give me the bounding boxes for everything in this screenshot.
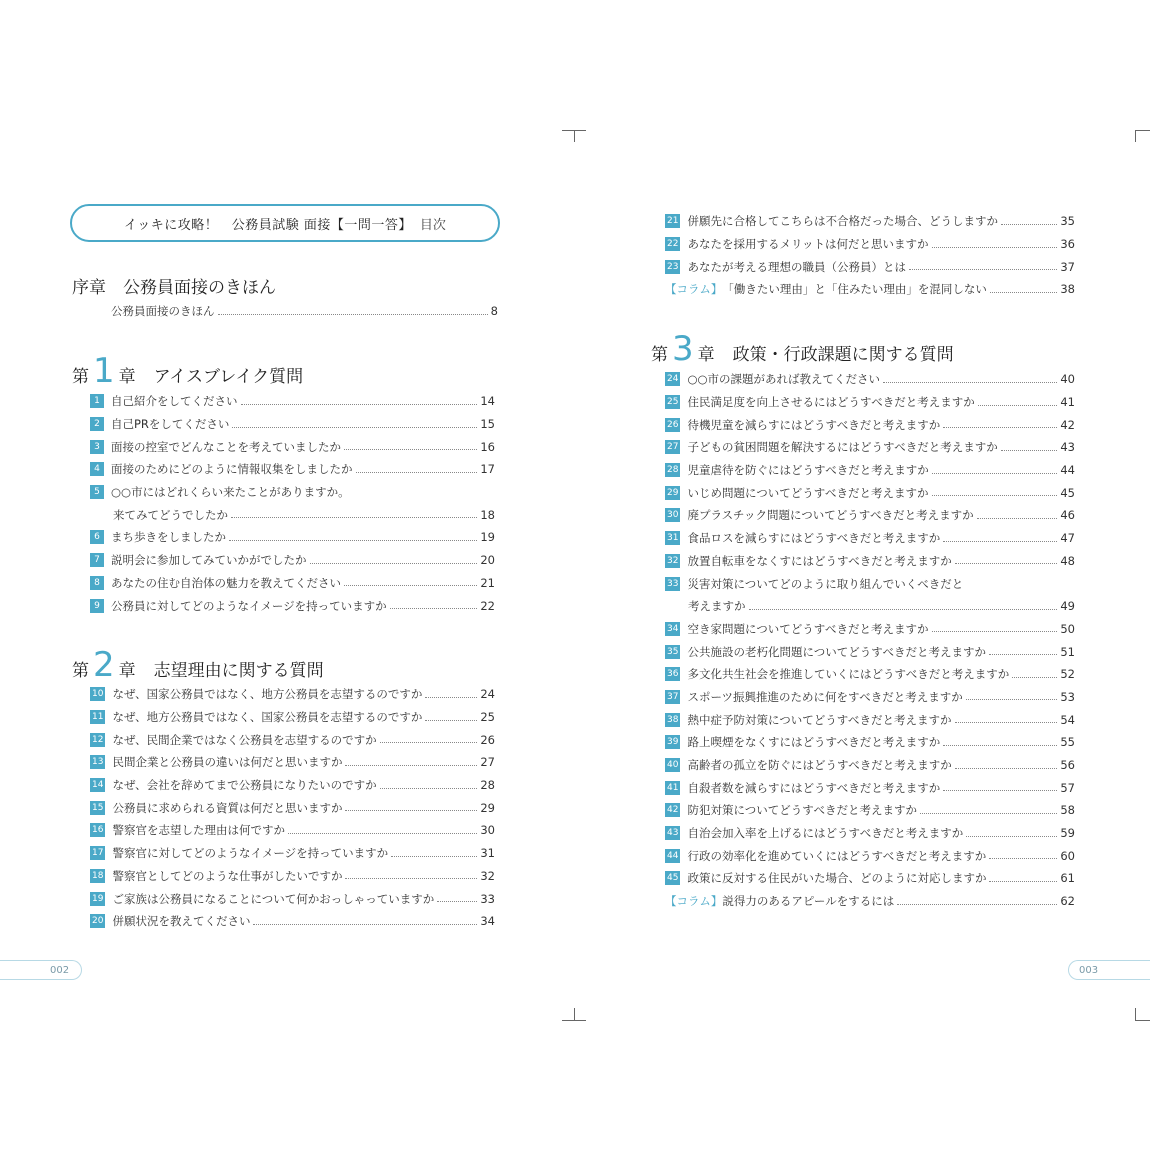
chapter-prefix: 第 [72, 661, 89, 681]
chapter-suffix: 章 [118, 661, 136, 681]
leader-dots [345, 810, 477, 811]
column-entry[interactable] [665, 278, 1075, 301]
entry-page-number: 16 [480, 439, 495, 454]
leader-dots [943, 790, 1057, 791]
question-number-badge: 34 [667, 623, 679, 634]
leader-dots [288, 833, 477, 834]
toc-entry[interactable] [90, 819, 495, 842]
toc-entry[interactable] [90, 751, 495, 774]
toc-entry[interactable] [665, 708, 1075, 731]
leader-dots [390, 608, 478, 609]
entry-page-number: 44 [1060, 463, 1075, 478]
leader-dots [897, 904, 1057, 905]
leader-dots [1001, 224, 1057, 225]
chapter-number: 2 [93, 645, 115, 685]
question-number-badge: 18 [92, 870, 104, 881]
toc-entry[interactable] [665, 255, 1075, 278]
leader-dots [932, 247, 1058, 248]
leader-dots [1012, 677, 1057, 678]
entry-text: 民間企業と公務員の違いは何だと思いますか [112, 755, 343, 770]
entry-text: 説得力のあるアピールをするには [722, 894, 895, 909]
entry-page-number: 32 [480, 868, 495, 883]
leader-dots [425, 697, 477, 698]
leader-dots [232, 427, 477, 428]
page-number [0, 960, 82, 980]
leader-dots [883, 382, 1057, 383]
toc-entry[interactable] [665, 867, 1075, 890]
page-number [1068, 960, 1150, 980]
entry-text: 公務員に求められる資質は何だと思いますか [112, 800, 343, 815]
question-number-badge: 39 [667, 737, 679, 748]
entry-text: 待機児童を減らすにはどうすべきだと考えますか [687, 417, 941, 432]
entry-page-number: 31 [480, 846, 495, 861]
leader-dots [932, 495, 1058, 496]
entry-page-number: 17 [480, 462, 495, 477]
crop-mark [1135, 130, 1136, 142]
entry-text: なぜ、民間企業ではなく公務員を志望するのですか [112, 732, 377, 747]
crop-mark [1135, 1020, 1150, 1021]
entry-page-number: 50 [1060, 621, 1075, 636]
entry-text: 住民満足度を向上させるにはどうすべきだと考えますか [687, 395, 975, 410]
chapter-1-heading [72, 351, 304, 391]
entry-text: 自己紹介をしてください [111, 394, 238, 409]
toc-entry[interactable] [90, 413, 495, 436]
toc-entry[interactable] [665, 233, 1075, 256]
entry-text: 警察官に対してどのようなイメージを持っていますか [112, 846, 389, 861]
leader-dots [391, 856, 477, 857]
entry-text: あなたを採用するメリットは何だと思いますか [687, 237, 929, 252]
question-number-badge: 36 [667, 669, 679, 680]
question-number-badge: 12 [92, 734, 104, 745]
toc-entry[interactable] [665, 595, 1075, 618]
entry-page-number: 62 [1060, 894, 1075, 909]
entry-text: 多文化共生社会を推進していくにはどうすべきだと考えますか [687, 667, 1010, 682]
entry-page-number: 35 [1060, 214, 1075, 229]
leader-dots [955, 768, 1058, 769]
entry-page-number: 43 [1060, 440, 1075, 455]
question-number-badge: 15 [92, 802, 104, 813]
entry-text: スポーツ振興推進のために何をすべきだと考えますか [687, 689, 963, 704]
toc-entry[interactable] [90, 503, 495, 526]
entry-text: ○○市にはどれくらい来たことがありますか。 [111, 485, 350, 500]
entry-page-number: 51 [1060, 644, 1075, 659]
question-number-badge: 23 [667, 261, 679, 272]
entry-text: 高齢者の孤立を防ぐにはどうすべきだと考えますか [687, 758, 952, 773]
chapter-3-heading [651, 329, 954, 369]
toc-entry[interactable] [665, 822, 1075, 845]
entry-page-number: 8 [490, 304, 498, 319]
entry-page-number: 15 [480, 417, 495, 432]
folio-text: 003 [1079, 965, 1099, 976]
leader-dots [425, 720, 477, 721]
leader-dots [990, 292, 1057, 293]
question-number-badge: 32 [667, 555, 679, 566]
entry-page-number: 55 [1060, 735, 1075, 750]
leader-dots [909, 269, 1057, 270]
leader-dots [989, 858, 1057, 859]
question-number-badge: 4 [90, 462, 104, 476]
entry-page-number: 61 [1060, 871, 1075, 886]
entry-text: 公務員面接のきほん [111, 304, 215, 319]
leader-dots [229, 540, 477, 541]
toc-entry[interactable] [665, 368, 1075, 391]
leader-dots [218, 314, 488, 315]
entry-page-number: 59 [1060, 826, 1075, 841]
entry-page-number: 47 [1060, 531, 1075, 546]
toc-entry[interactable] [90, 549, 495, 572]
leader-dots [978, 405, 1058, 406]
toc-entry[interactable] [665, 572, 1075, 595]
leader-dots [966, 699, 1058, 700]
leader-dots [380, 788, 478, 789]
question-number-badge: 20 [92, 916, 104, 927]
entry-page-number: 58 [1060, 803, 1075, 818]
entry-text: なぜ、国家公務員ではなく、地方公務員を志望するのですか [112, 687, 423, 702]
entry-text: 廃プラスチック問題についてどうすべきだと考えますか [687, 508, 974, 523]
entry-text: 自治会加入率を上げるにはどうすべきだと考えますか [687, 826, 964, 841]
leader-dots [356, 472, 478, 473]
question-number-badge: 41 [667, 782, 679, 793]
toc-entry[interactable] [90, 728, 495, 751]
toc-header-box [70, 204, 500, 242]
entry-page-number: 14 [480, 394, 495, 409]
toc-entry[interactable] [665, 640, 1075, 663]
entry-text: 公務員に対してどのようなイメージを持っていますか [111, 598, 387, 613]
leader-dots [932, 473, 1058, 474]
question-number-badge: 6 [90, 530, 104, 544]
entry-page-number: 37 [1060, 259, 1075, 274]
leader-dots [380, 742, 478, 743]
entry-page-number: 40 [1060, 372, 1075, 387]
toc-entry[interactable] [665, 731, 1075, 754]
chapter-number: 3 [672, 329, 694, 369]
entry-text: なぜ、地方公務員ではなく、国家公務員を志望するのですか [112, 710, 423, 725]
question-number-badge: 11 [92, 712, 104, 723]
question-number-badge: 40 [667, 760, 679, 771]
question-number-badge: 8 [90, 576, 104, 590]
chapter-number: 1 [93, 351, 115, 391]
question-number-badge: 1 [90, 394, 104, 408]
entry-text: 行政の効率化を進めていくにはどうすべきだと考えますか [687, 848, 987, 863]
crop-mark [1135, 1008, 1136, 1020]
leader-dots [345, 878, 477, 879]
entry-text: 説明会に参加してみていかがでしたか [111, 553, 307, 568]
entry-page-number: 38 [1060, 282, 1075, 297]
entry-page-number: 42 [1060, 417, 1075, 432]
chapter-3-list [665, 368, 1075, 913]
question-number-badge: 29 [667, 487, 679, 498]
toc-entry[interactable] [665, 776, 1075, 799]
prologue-heading [72, 273, 276, 298]
entry-page-number: 28 [480, 778, 495, 793]
toc-entry[interactable] [90, 572, 495, 595]
entry-text: あなたが考える理想の職員（公務員）とは [687, 259, 906, 274]
leader-dots [1001, 450, 1058, 451]
entry-text: 政策に反対する住民がいた場合、どのように対応しますか [687, 871, 987, 886]
entry-text: いじめ問題についてどうすべきだと考えますか [687, 485, 929, 500]
question-number-badge: 21 [667, 216, 679, 227]
toc-entry[interactable] [665, 459, 1075, 482]
book-title: イッキに攻略！ 公務員試験 面接【一問一答】 [124, 217, 412, 233]
folio-text: 002 [50, 965, 70, 976]
toc-entry[interactable] [665, 481, 1075, 504]
toc-entry[interactable] [665, 799, 1075, 822]
question-number-badge: 2 [90, 417, 104, 431]
entry-text: 食品ロスを減らすにはどうすべきだと考えますか [687, 531, 941, 546]
entry-text: 公共施設の老朽化問題についてどうすべきだと考えますか [687, 644, 986, 659]
entry-page-number: 24 [480, 687, 495, 702]
entry-text: 面接の控室でどんなことを考えていましたか [111, 439, 341, 454]
leader-dots [231, 517, 477, 518]
toc-entry[interactable] [90, 842, 495, 865]
entry-text: 放置自転車をなくすにはどうすべきだと考えますか [687, 553, 952, 568]
leader-dots [943, 541, 1057, 542]
toc-entry[interactable] [665, 550, 1075, 573]
toc-entry[interactable] [665, 527, 1075, 550]
chapter-title: 志望理由に関する質問 [153, 661, 324, 681]
prologue-title: 序章 公務員面接のきほん [72, 278, 276, 298]
leader-dots [749, 609, 1058, 610]
question-number-badge: 37 [667, 691, 679, 702]
column-tag: 【コラム】 [665, 894, 723, 909]
entry-page-number: 25 [480, 710, 495, 725]
toc-entry[interactable] [665, 391, 1075, 414]
entry-page-number: 22 [480, 598, 495, 613]
chapter-title: アイスブレイク質問 [153, 367, 304, 387]
leader-dots [932, 631, 1058, 632]
entry-text: ご家族は公務員になることについて何かおっしゃっていますか [112, 891, 435, 906]
entry-text: ○○市の課題があれば教えてください [687, 372, 881, 387]
toc-label: 目次 [419, 217, 446, 233]
entry-text: 警察官を志望した理由は何ですか [112, 823, 285, 838]
entry-page-number: 21 [480, 575, 495, 590]
leader-dots [344, 585, 477, 586]
entry-page-number: 41 [1060, 395, 1075, 410]
question-number-badge: 35 [667, 646, 679, 657]
entry-page-number: 54 [1060, 712, 1075, 727]
entry-page-number: 45 [1060, 485, 1075, 500]
toc-entry[interactable] [665, 844, 1075, 867]
entry-text: 考えますか [688, 599, 746, 614]
leader-dots [241, 404, 478, 405]
chapter-2-continued-list [665, 210, 1075, 301]
toc-entry[interactable] [90, 910, 495, 933]
entry-text: 警察官としてどのような仕事がしたいですか [112, 868, 343, 883]
entry-page-number: 57 [1060, 780, 1075, 795]
toc-entry[interactable] [665, 210, 1075, 233]
question-number-badge: 13 [92, 757, 104, 768]
question-number-badge: 31 [667, 533, 679, 544]
entry-page-number: 19 [480, 530, 495, 545]
chapter-2-heading [72, 645, 324, 685]
entry-page-number: 20 [480, 553, 495, 568]
leader-dots [989, 881, 1057, 882]
leader-dots [253, 924, 477, 925]
entry-page-number: 48 [1060, 553, 1075, 568]
leader-dots [966, 836, 1057, 837]
chapter-suffix: 章 [118, 367, 136, 387]
entry-page-number: 29 [480, 800, 495, 815]
leader-dots [437, 901, 477, 902]
leader-dots [310, 563, 478, 564]
column-tag: 【コラム】 [665, 282, 723, 297]
question-number-badge: 14 [92, 780, 104, 791]
question-number-badge: 19 [92, 893, 104, 904]
entry-text: 併願状況を教えてください [112, 914, 251, 929]
question-number-badge: 22 [667, 239, 679, 250]
question-number-badge: 24 [667, 374, 679, 385]
leader-dots [955, 722, 1058, 723]
leader-dots [943, 745, 1057, 746]
entry-page-number: 36 [1060, 237, 1075, 252]
chapter-2-list [90, 683, 495, 933]
entry-page-number: 34 [480, 914, 495, 929]
toc-entry[interactable] [90, 706, 495, 729]
entry-text: まち歩きをしましたか [111, 530, 226, 545]
toc-entry[interactable] [665, 618, 1075, 641]
question-number-badge: 38 [667, 714, 679, 725]
leader-dots [943, 427, 1057, 428]
entry-page-number: 30 [480, 823, 495, 838]
question-number-badge: 16 [92, 825, 104, 836]
entry-page-number: 18 [480, 507, 495, 522]
question-number-badge: 3 [90, 440, 104, 454]
entry-text: 路上喫煙をなくすにはどうすべきだと考えますか [687, 735, 941, 750]
entry-text: 空き家問題についてどうすべきだと考えますか [687, 621, 929, 636]
question-number-badge: 30 [667, 510, 679, 521]
question-number-badge: 10 [92, 689, 104, 700]
question-number-badge: 9 [90, 599, 104, 613]
toc-entry[interactable] [90, 774, 495, 797]
question-number-badge: 7 [90, 553, 104, 567]
toc-entry[interactable] [88, 300, 498, 323]
right-page [575, 0, 1150, 1150]
chapter-prefix: 第 [72, 367, 89, 387]
toc-entry[interactable] [665, 504, 1075, 527]
entry-page-number: 60 [1060, 848, 1075, 863]
question-number-badge: 28 [667, 465, 679, 476]
entry-text: 熱中症予防対策についてどうすべきだと考えますか [687, 712, 952, 727]
entry-text: 「働きたい理由」と「住みたい理由」を混同しない [722, 282, 987, 297]
entry-text: 併願先に合格してこちらは不合格だった場合、どうしますか [687, 214, 998, 229]
question-number-badge: 45 [667, 873, 679, 884]
entry-text: 児童虐待を防ぐにはどうすべきだと考えますか [687, 463, 929, 478]
question-number-badge: 26 [667, 419, 679, 430]
chapter-title: 政策・行政課題に関する質問 [732, 345, 954, 365]
toc-entry[interactable] [90, 526, 495, 549]
toc-entry[interactable] [665, 663, 1075, 686]
entry-text: なぜ、会社を辞めてまで公務員になりたいのですか [112, 778, 377, 793]
entry-page-number: 46 [1060, 508, 1075, 523]
chapter-suffix: 章 [697, 345, 715, 365]
toc-entry[interactable] [665, 436, 1075, 459]
question-number-badge: 27 [667, 442, 679, 453]
question-number-badge: 44 [667, 850, 679, 861]
entry-page-number: 26 [480, 732, 495, 747]
entry-text: 自殺者数を減らすにはどうすべきだと考えますか [687, 780, 941, 795]
toc-entry[interactable] [665, 413, 1075, 436]
entry-text: 自己PRをしてください [111, 417, 230, 432]
entry-text: あなたの住む自治体の魅力を教えてください [111, 575, 341, 590]
entry-page-number: 33 [480, 891, 495, 906]
question-number-badge: 43 [667, 828, 679, 839]
chapter-prefix: 第 [651, 345, 668, 365]
entry-page-number: 49 [1060, 599, 1075, 614]
question-number-badge: 17 [92, 848, 104, 859]
toc-entry[interactable] [90, 865, 495, 888]
leader-dots [977, 518, 1058, 519]
toc-entry[interactable] [90, 594, 495, 617]
crop-mark [1135, 130, 1150, 131]
leader-dots [955, 563, 1058, 564]
toc-entry[interactable] [90, 796, 495, 819]
leader-dots [920, 813, 1057, 814]
leader-dots [345, 765, 477, 766]
toc-entry[interactable] [90, 458, 495, 481]
question-number-badge: 5 [90, 485, 104, 499]
leader-dots [344, 449, 477, 450]
column-entry[interactable] [665, 890, 1075, 913]
entry-text: 防犯対策についてどうすべきだと考えますか [687, 803, 917, 818]
entry-page-number: 27 [480, 755, 495, 770]
entry-page-number: 53 [1060, 689, 1075, 704]
toc-entry[interactable] [90, 390, 495, 413]
toc-entry[interactable] [90, 435, 495, 458]
toc-entry[interactable] [90, 683, 495, 706]
toc-entry[interactable] [90, 481, 495, 504]
entry-text: 子どもの貧困問題を解決するにはどうすべきだと考えますか [687, 440, 998, 455]
entry-text: 来てみてどうでしたか [113, 507, 228, 522]
toc-entry[interactable] [665, 754, 1075, 777]
toc-entry[interactable] [90, 887, 495, 910]
question-number-badge: 42 [667, 805, 679, 816]
leader-dots [989, 654, 1057, 655]
entry-page-number: 52 [1060, 667, 1075, 682]
chapter-1-list [90, 390, 495, 617]
entry-text: 災害対策についてどのように取り組んでいくべきだと [687, 576, 964, 591]
question-number-badge: 25 [667, 397, 679, 408]
prologue-list [88, 300, 498, 323]
entry-page-number: 56 [1060, 758, 1075, 773]
entry-text: 面接のためにどのように情報収集をしましたか [111, 462, 353, 477]
toc-entry[interactable] [665, 686, 1075, 709]
question-number-badge: 33 [667, 578, 679, 589]
